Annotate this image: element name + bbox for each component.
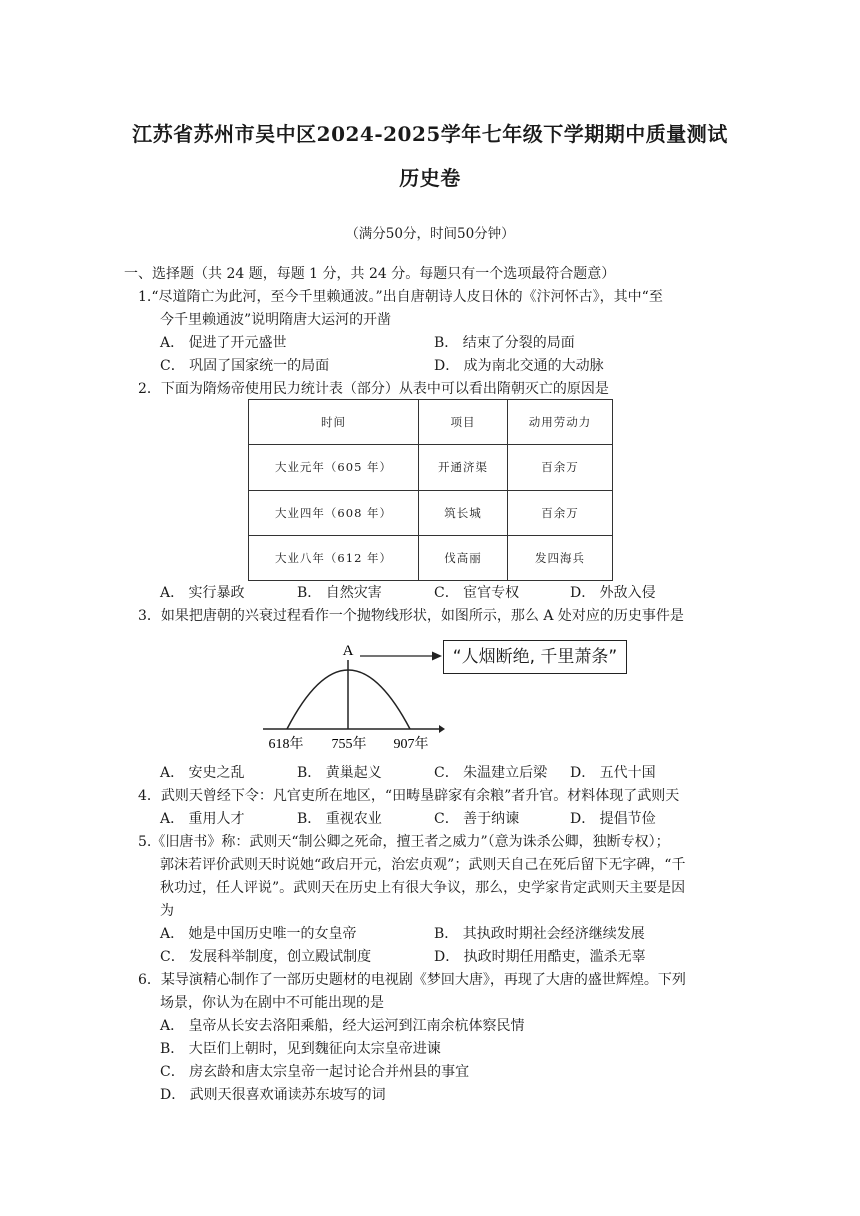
tick-label-618: 618年 [268,737,304,752]
table-cell: 筑长城 [419,490,508,535]
q1-option-d: D． 成为南北交通的大动脉 [434,358,604,374]
table-row [249,535,613,580]
q1-option-a: A． 促进了开元盛世 [160,335,287,351]
tick-label-755: 755年 [331,737,367,752]
q3-line1: 3．如果把唐朝的兴衰过程看作一个抛物线形状，如图所示，那么 A 处对应的历史事件是 [138,608,684,624]
q4-option-d: D． 提倡节俭 [570,811,656,827]
q4-option-b: B． 重视农业 [297,811,382,827]
q5-line3: 秋功过，任人评说”。武则天在历史上有很大争议，那么，史学家肯定武则天主要是因 [160,880,686,896]
q4-option-c: C． 善于纳谏 [434,811,520,827]
table-header-row [249,400,613,445]
peak-label: A [342,643,354,659]
q5-option-a: A． 她是中国历史唯一的女皇帝 [160,926,357,942]
q6-option-c: C． 房玄龄和唐太宗皇帝一起讨论合并州县的事宜 [160,1064,470,1080]
q2-line1: 2．下面为隋炀帝使用民力统计表（部分）从表中可以看出隋朝灭亡的原因是 [138,381,609,397]
q5-line2: 郭沫若评价武则天时说她“政启开元，治宏贞观”；武则天自己在死后留下无字碑，“千 [160,857,686,873]
q3-option-b: B． 黄巢起义 [297,765,382,781]
q2-option-a: A． 实行暴政 [160,585,245,601]
q2-option-c: C． 宦官专权 [434,585,520,601]
exam-subtitle: 历史卷 [399,166,461,190]
q1-line1: 1.“尽道隋亡为此河，至今千里赖通波。”出自唐朝诗人皮日休的《汴河怀古》，其中“至 [138,289,663,305]
table-cell: 百余万 [508,490,613,535]
q5-line1: 5.《旧唐书》称：武则天“制公卿之死命，擅王者之威力”（意为诛杀公卿，独断专权）； [138,834,670,850]
table-header-cell: 项目 [419,400,508,445]
table-row [249,490,613,535]
q6-line2: 场景，你认为在剧中不可能出现的是 [160,995,384,1011]
q5-line4: 为 [160,903,174,919]
table-header-cell: 时间 [249,400,419,445]
q3-option-c: C． 朱温建立后梁 [434,765,548,781]
table-cell: 开通济渠 [419,445,508,490]
table-cell: 伐高丽 [419,535,508,580]
table-cell: 发四海兵 [508,535,613,580]
arrow-right-icon [360,650,442,662]
q6-option-a: A． 皇帝从长安去洛阳乘船，经大运河到江南余杭体察民情 [160,1018,525,1034]
q5-option-b: B． 其执政时期社会经济继续发展 [434,926,645,942]
table-cell: 大业元年（605 年） [249,445,419,490]
q1-option-c: C． 巩固了国家统一的局面 [160,358,330,374]
table-cell: 百余万 [508,445,613,490]
q6-option-b: B． 大臣们上朝时，见到魏征向太宗皇帝进谏 [160,1041,441,1057]
exam-title: 江苏省苏州市吴中区2024-2025学年七年级下学期期中质量测试 [132,122,728,146]
q2-table [248,399,613,581]
table-row [249,445,613,490]
q2-option-b: B． 自然灾害 [297,585,382,601]
q3-quote-box: “人烟断绝, 千里萧条” [443,640,627,674]
tick-label-907: 907年 [393,737,429,752]
q3-option-d: D． 五代十国 [570,765,656,781]
q2-option-d: D． 外敌入侵 [570,585,656,601]
table-cell: 大业八年（612 年） [249,535,419,580]
q6-option-d: D． 武则天很喜欢诵读苏东坡写的词 [160,1087,386,1103]
axis-arrow-icon [439,725,445,733]
q4-line1: 4．武则天曾经下令：凡官吏所在地区，“田畴垦辟家有余粮”者升官。材料体现了武则天 [138,788,680,804]
q1-line2: 今千里赖通波”说明隋唐大运河的开凿 [160,312,392,328]
table-header-cell: 动用劳动力 [508,400,613,445]
q1-option-b: B． 结束了分裂的局面 [434,335,575,351]
q5-option-d: D． 执政时期任用酷吏，滥杀无辜 [434,949,646,965]
q3-option-a: A． 安史之乱 [160,765,245,781]
section-heading: 一、选择题（共 24 题，每题 1 分，共 24 分。每题只有一个选项最符合题意） [124,266,616,282]
q4-option-a: A． 重用人才 [160,811,245,827]
q6-line1: 6．某导演精心制作了一部历史题材的电视剧《梦回大唐》，再现了大唐的盛世辉煌。下列 [138,972,686,988]
table-cell: 大业四年（608 年） [249,490,419,535]
exam-note: （满分50分，时间50分钟） [345,226,515,242]
q5-option-c: C． 发展科举制度，创立殿试制度 [160,949,372,965]
